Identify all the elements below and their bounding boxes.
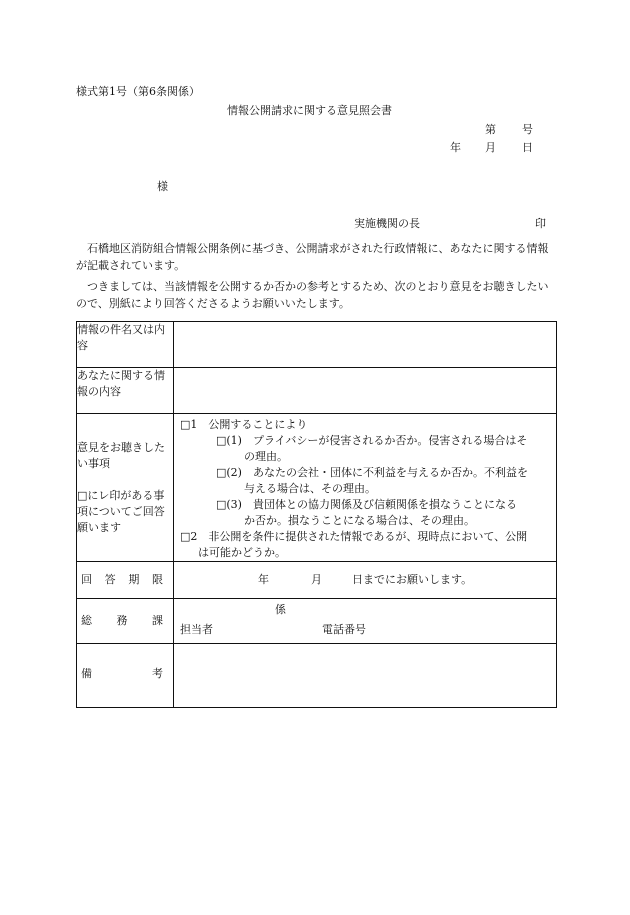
deadline-label-char: 答	[104, 573, 116, 586]
item-2-confidential-cont: は可能かどうか。	[198, 546, 286, 559]
table-row	[77, 599, 557, 644]
item-1-2-business[interactable]: □(2) あなたの会社・団体に不利益を与えるか否か。不利益を	[216, 466, 528, 479]
inquiry-items-content	[174, 414, 557, 562]
deadline-label-char: 期	[128, 573, 140, 586]
deadline-year: 年	[258, 573, 269, 586]
section-suffix: 係	[275, 603, 286, 616]
item-2-confidential[interactable]: □2 非公開を条件に提供された情報であるが、現時点において、公開	[180, 530, 528, 543]
document-title: 情報公開請求に関する意見照会書	[227, 104, 392, 117]
phone-number-label: 電話番号	[322, 623, 366, 636]
date-day: 日	[522, 141, 533, 154]
deadline-day-text: 日までにお願いします。	[352, 573, 473, 586]
date-year: 年	[450, 141, 461, 154]
inquiry-items-label-a: 意見をお聴きしたい事項	[77, 441, 165, 470]
subject-field[interactable]	[174, 322, 557, 368]
table-row	[77, 644, 557, 708]
person-in-charge-label: 担当者	[180, 623, 213, 636]
addressee-honorific: 様	[157, 180, 168, 193]
deadline-month: 月	[311, 573, 322, 586]
item-1-1-privacy-cont: の理由。	[244, 450, 288, 463]
inquiry-items-label	[77, 414, 174, 562]
deadline-label	[77, 562, 174, 599]
date-month: 月	[485, 141, 496, 154]
table-row	[77, 322, 557, 368]
related-info-field[interactable]	[174, 368, 557, 414]
sender-label: 実施機関の長	[354, 217, 420, 230]
doc-number-suffix: 号	[522, 123, 533, 136]
item-1-3-cooperation-cont: か否か。損なうことになる場合は、その理由。	[244, 514, 475, 527]
table-row	[77, 562, 557, 599]
remarks-label-char: 備	[81, 667, 92, 680]
deadline-field[interactable]	[174, 562, 557, 599]
related-info-label: あなたに関する情報の内容	[77, 368, 174, 414]
department-label	[77, 599, 174, 644]
item-1-publication[interactable]: □1 公開することにより	[180, 418, 308, 431]
form-number: 様式第1号（第6条関係）	[76, 85, 200, 98]
deadline-label-char: 限	[151, 573, 163, 586]
department-label-char: 課	[152, 614, 163, 627]
department-label-char: 務	[116, 614, 128, 627]
table-row	[77, 414, 557, 562]
remarks-field[interactable]	[174, 644, 557, 708]
item-1-1-privacy[interactable]: □(1) プライバシーが侵害されるか否か。侵害される場合はそ	[216, 434, 528, 447]
doc-number-prefix: 第	[485, 123, 496, 136]
body-paragraph-2: つきましては、当該情報を公開するか否かの参考とするため、次のとおり意見をお聴きしたいので、別紙により回答くださるようお願いいたします。	[76, 280, 549, 310]
item-1-3-cooperation[interactable]: □(3) 貴団体との協力関係及び信頼関係を損なうことになる	[216, 498, 517, 511]
inquiry-items-label-b: □にレ印がある事項についてご回答願います	[77, 489, 165, 534]
body-paragraph-1: 石橋地区消防組合情報公開条例に基づき、公開請求がされた行政情報に、あなたに関する情報が記載されています。	[76, 242, 549, 272]
remarks-label	[77, 644, 174, 708]
seal-mark: 印	[535, 217, 546, 230]
subject-label: 情報の件名又は内容	[77, 322, 174, 368]
deadline-label-char: 回	[81, 573, 92, 586]
item-1-2-business-cont: 与える場合は、その理由。	[244, 482, 376, 495]
contact-field[interactable]	[174, 599, 557, 644]
inquiry-table	[76, 321, 557, 708]
table-row	[77, 368, 557, 414]
remarks-label-char: 考	[152, 667, 163, 680]
department-label-char: 総	[81, 614, 92, 627]
